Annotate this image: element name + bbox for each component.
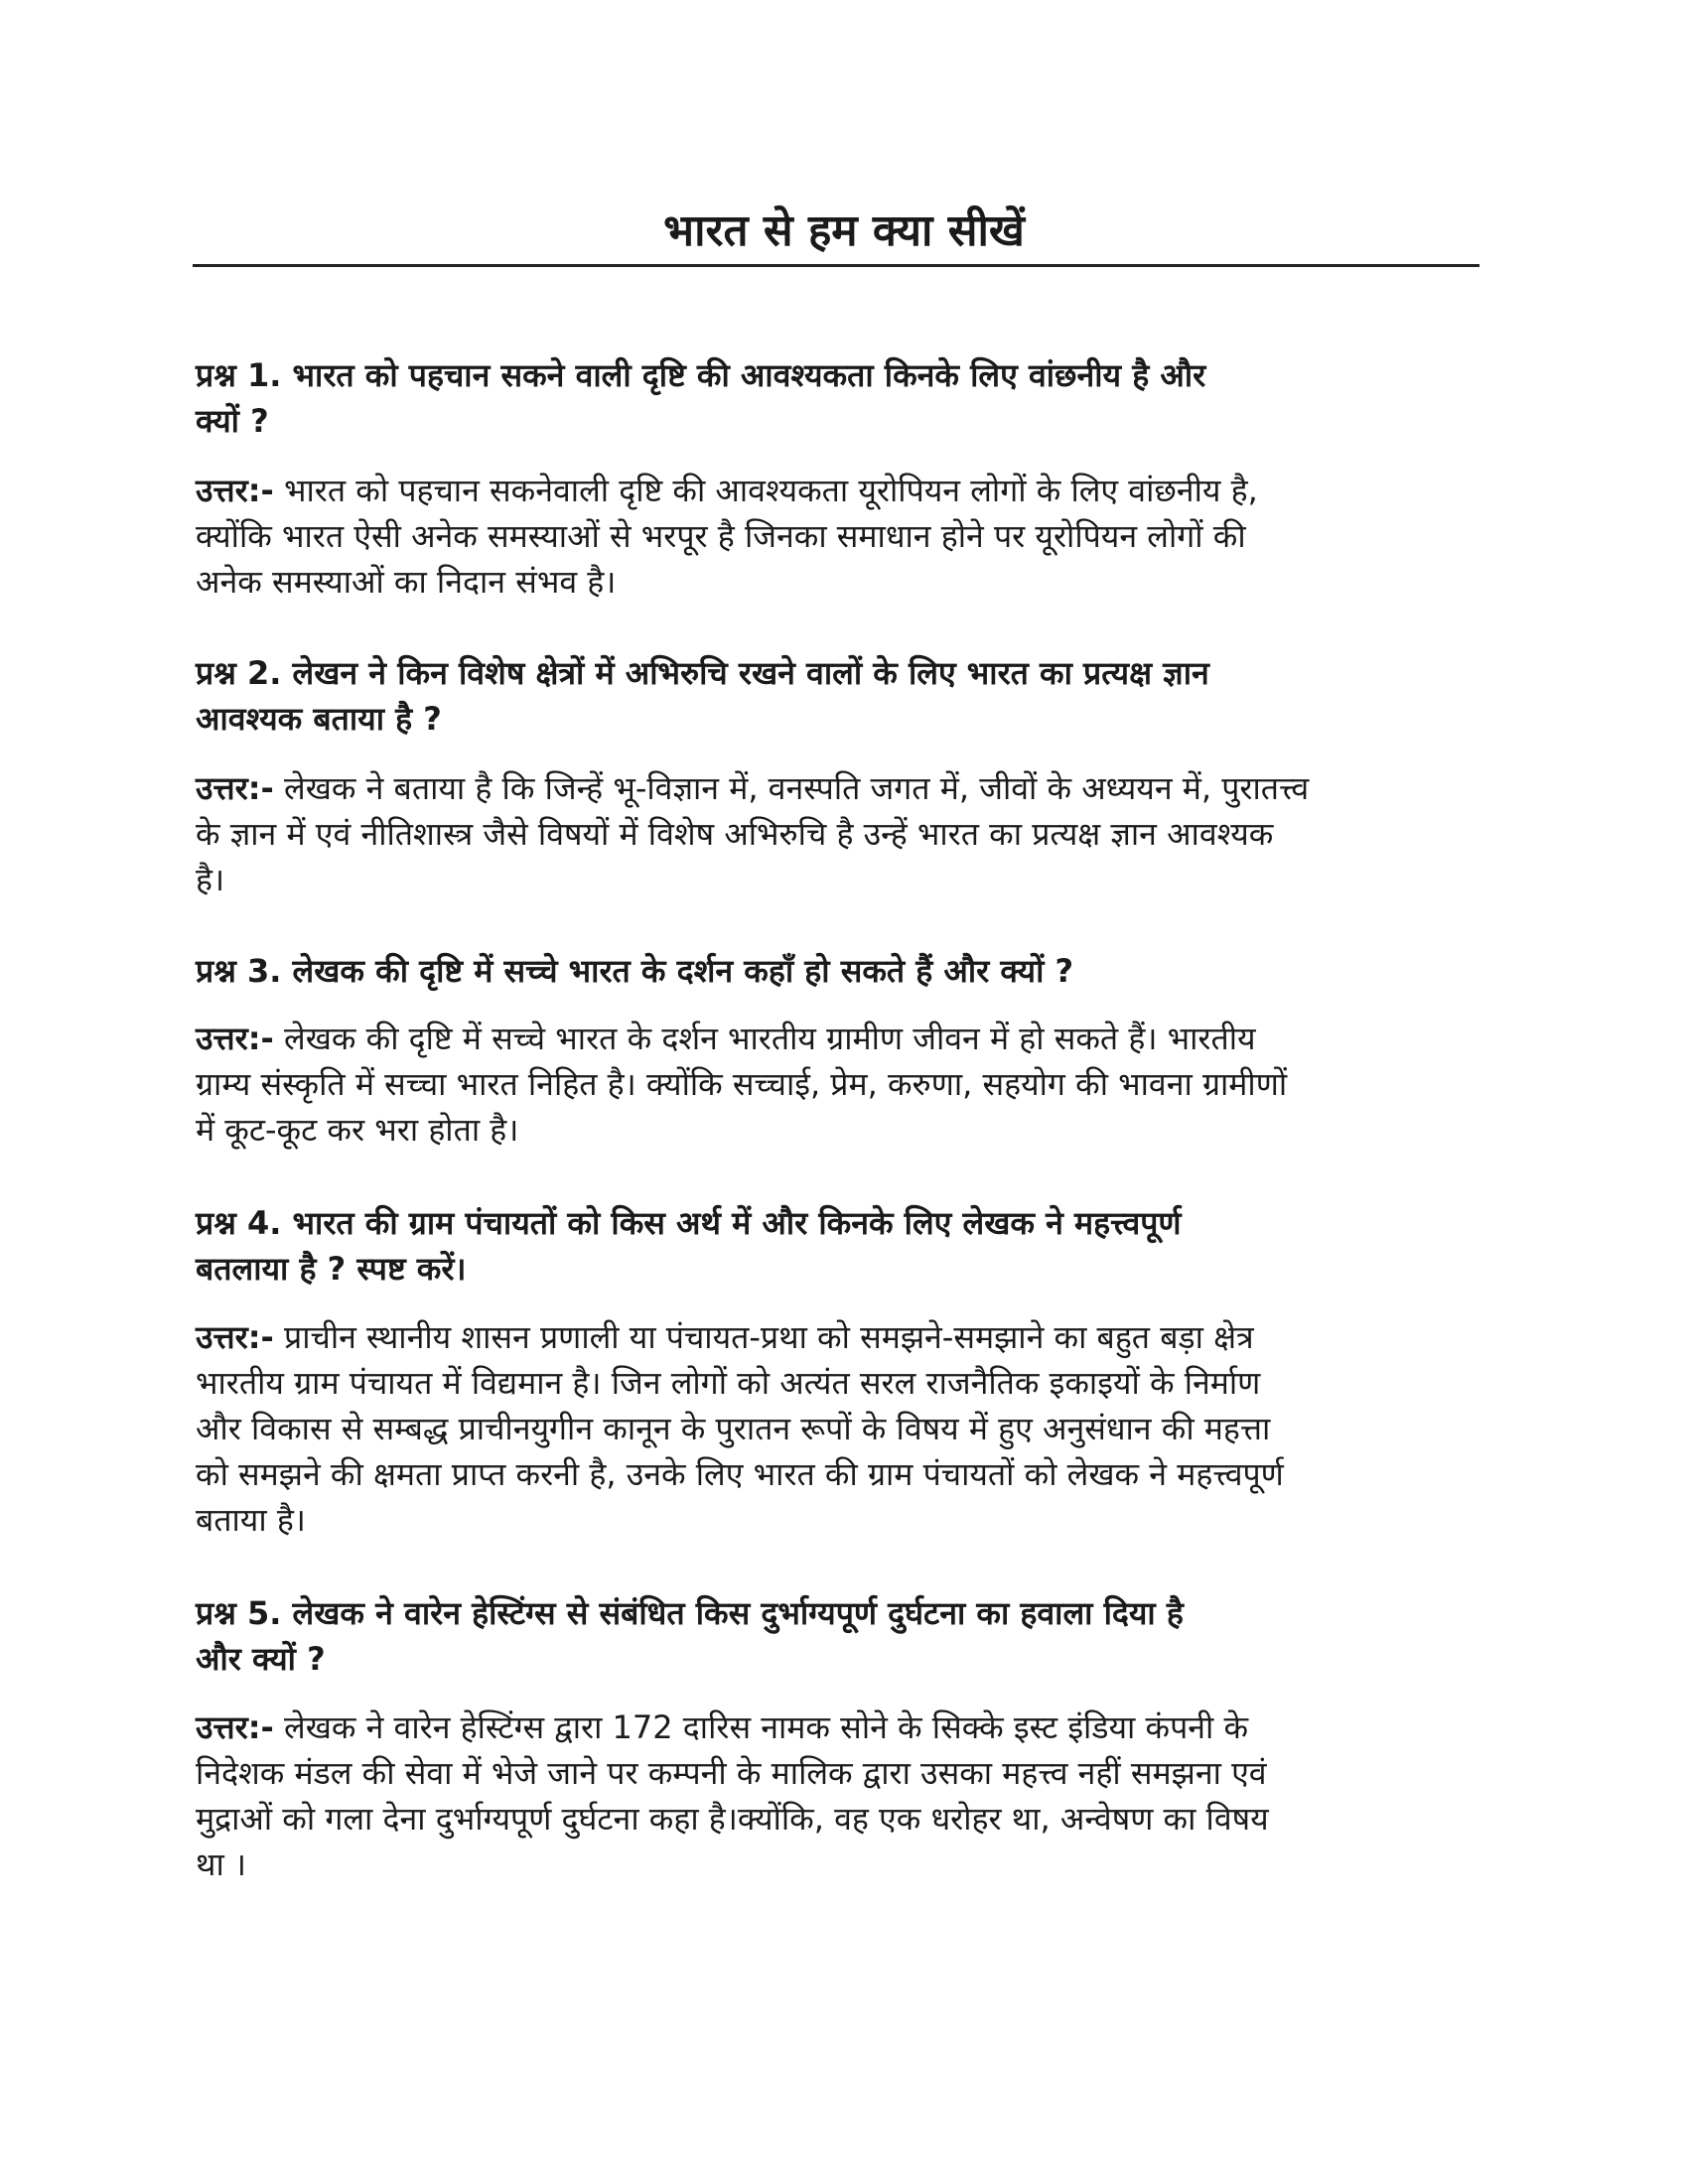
answer-label: उत्तर:- <box>196 1318 274 1356</box>
question-line: प्रश्न 2. लेखन ने किन विशेष क्षेत्रों में अभिरुचि रखने वालों के लिए भारत का प्रत्यक्ष ज्ञान <box>196 654 1209 692</box>
answer-line: भारतीय ग्राम पंचायत में विद्यमान है। जिन लोगों को अत्यंत सरल राजनैतिक इकाइयों के निर्माण <box>196 1364 1261 1402</box>
answer-text: लेखक ने वारेन हेस्टिंग्स द्वारा 172 दारिस नामक सोने के सिक्के इस्ट इंडिया कंपनी के <box>284 1708 1249 1746</box>
question-line: प्रश्न 4. भारत की ग्राम पंचायतों को किस अर्थ में और किनके लिए लेखक ने महत्त्वपूर्ण <box>196 1204 1182 1242</box>
answer-line: को समझने की क्षमता प्राप्त करनी है, उनके लिए भारत की ग्राम पंचायतों को लेखक ने महत्त्वपूर्ण <box>196 1455 1284 1493</box>
answer-line: में कूट-कूट कर भरा होता है। <box>196 1111 519 1149</box>
answer-line <box>196 1016 1486 1061</box>
question-line: क्यों ? <box>196 402 269 440</box>
answer-line <box>196 765 1486 811</box>
answer-4 <box>196 1314 1486 1543</box>
question-line: और क्यों ? <box>196 1640 326 1678</box>
question-line: आवश्यक बताया है ? <box>196 700 442 738</box>
answer-line: बताया है। <box>196 1501 306 1539</box>
answer-line: मुद्राओं को गला देना दुर्भाग्यपूर्ण दुर्घटना कहा है।क्योंकि, वह एक धरोहर था, अन्वेषण का विषय <box>196 1800 1269 1838</box>
question-3 <box>196 948 1486 994</box>
answer-line <box>196 1314 1486 1360</box>
answer-text: प्राचीन स्थानीय शासन प्रणाली या पंचायत-प्रथा को समझने-समझाने का बहुत बड़ा क्षेत्र <box>284 1318 1254 1356</box>
answer-line: है। <box>196 861 225 898</box>
answer-label: उत्तर:- <box>196 769 274 807</box>
answer-line: क्योंकि भारत ऐसी अनेक समस्याओं से भरपूर है जिनका समाधान होने पर यूरोपियन लोगों की <box>196 517 1246 555</box>
answer-line <box>196 468 1486 513</box>
answer-2 <box>196 765 1486 902</box>
answer-text: लेखक की दृष्टि में सच्चे भारत के दर्शन भारतीय ग्रामीण जीवन में हो सकते हैं। भारतीय <box>284 1020 1256 1057</box>
question-line: प्रश्न 3. लेखक की दृष्टि में सच्चे भारत के दर्शन कहाँ हो सकते हैं और क्यों ? <box>196 952 1074 990</box>
answer-label: उत्तर:- <box>196 472 274 509</box>
question-5 <box>196 1590 1486 1682</box>
question-1 <box>196 352 1486 444</box>
answer-line: निदेशक मंडल की सेवा में भेजे जाने पर कम्पनी के मालिक द्वारा उसका महत्त्व नहीं समझना एवं <box>196 1754 1267 1792</box>
answer-line: ग्राम्य संस्कृति में सच्चा भारत निहित है। क्योंकि सच्चाई, प्रेम, करुणा, सहयोग की भावना ग्रामीणों <box>196 1065 1288 1103</box>
question-2 <box>196 650 1486 742</box>
question-line: बतलाया है ? स्पष्ट करें। <box>196 1250 467 1288</box>
answer-1 <box>196 468 1486 605</box>
question-line: प्रश्न 5. लेखक ने वारेन हेस्टिंग्स से संबंधित किस दुर्भाग्यपूर्ण दुर्घटना का हवाला दिया है <box>196 1594 1184 1632</box>
answer-text: भारत को पहचान सकनेवाली दृष्टि की आवश्यकता यूरोपियन लोगों के लिए वांछनीय है, <box>284 472 1258 509</box>
question-line: प्रश्न 1. भारत को पहचान सकने वाली दृष्टि की आवश्यकता किनके लिए वांछनीय है और <box>196 356 1206 394</box>
answer-5 <box>196 1705 1486 1887</box>
answer-line: था । <box>196 1845 247 1883</box>
answer-label: उत्तर:- <box>196 1020 274 1057</box>
answer-3 <box>196 1016 1486 1153</box>
answer-text: लेखक ने बताया है कि जिन्हें भू-विज्ञान में, वनस्पति जगत में, जीवों के अध्ययन में, पुरातत्त्व <box>284 769 1310 807</box>
title-divider <box>193 264 1479 267</box>
answer-line: अनेक समस्याओं का निदान संभव है। <box>196 563 617 601</box>
answer-label: उत्तर:- <box>196 1708 274 1746</box>
page-title: भारत से हम क्या सीखें <box>663 205 1025 256</box>
question-4 <box>196 1200 1486 1292</box>
answer-line: के ज्ञान में एवं नीतिशास्त्र जैसे विषयों में विशेष अभिरुचि है उन्हें भारत का प्रत्यक्ष ज्ञान आवश्यक <box>196 815 1274 853</box>
answer-line: और विकास से सम्बद्ध प्राचीनयुगीन कानून के पुरातन रूपों के विषय में हुए अनुसंधान की महत्ता <box>196 1410 1271 1447</box>
answer-line <box>196 1705 1486 1750</box>
